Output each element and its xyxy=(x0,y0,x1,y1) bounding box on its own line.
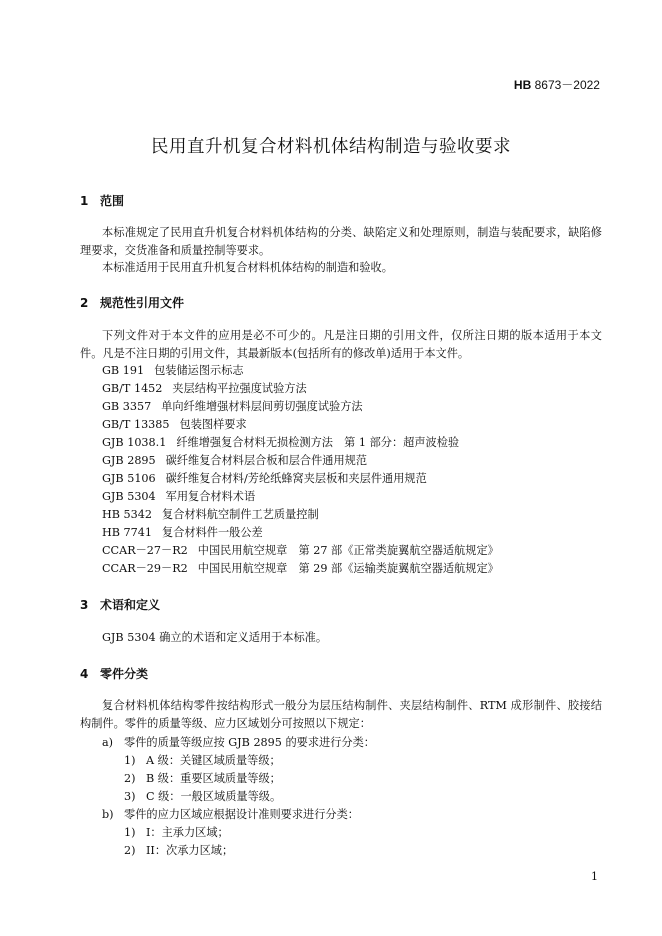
list-subitem: 3) C 级：一般区域质量等级。 xyxy=(124,790,282,803)
document-title: 民用直升机复合材料机体结构制造与验收要求 xyxy=(151,137,511,157)
list-subitem: 2) II：次承力区域； xyxy=(124,844,234,857)
reference-item: CCAR－27－R2 中国民用航空规章 第 27 部《正常类旋翼航空器适航规定》 xyxy=(102,544,499,557)
reference-item: GJB 2895 碳纤维复合材料层合板和层合件通用规范 xyxy=(102,454,368,467)
reference-item: GB/T 13385 包装图样要求 xyxy=(102,418,247,431)
reference-item: HB 5342 复合材料航空制件工艺质量控制 xyxy=(102,508,319,521)
reference-item: GB 3357 单向纤维增强材料层间剪切强度试验方法 xyxy=(102,400,363,413)
section-2-heading: 2 规范性引用文件 xyxy=(80,296,185,310)
reference-item: GJB 5106 碳纤维复合材料/芳纶纸蜂窝夹层板和夹层件通用规范 xyxy=(102,472,427,485)
section-4-heading: 4 零件分类 xyxy=(80,667,149,681)
reference-item: GB 191 包装储运图示标志 xyxy=(102,364,244,377)
list-subitem: 1) A 级：关键区域质量等级； xyxy=(124,754,281,767)
section-1-paragraph-1: 本标准规定了民用直升机复合材料机体结构的分类、缺陷定义和处理原则，制造与装配要求，缺陷修理要求，交货准备和质量控制等要求。 xyxy=(80,226,602,257)
section-1-heading: 1 范围 xyxy=(80,194,125,208)
standard-number: HB 8673－2022 xyxy=(513,78,600,92)
section-3-heading: 3 术语和定义 xyxy=(80,598,161,612)
section-2-paragraph-1: 下列文件对于本文件的应用是必不可少的。凡是注日期的引用文件，仅所注日期的版本适用于本文件。凡是不注日期的引用文件，其最新版本(包括所有的修改单)适用于本文件。 xyxy=(80,329,602,360)
reference-item: GB/T 1452 夹层结构平拉强度试验方法 xyxy=(102,382,307,395)
reference-item: GJB 1038.1 纤维增强复合材料无损检测方法 第 1 部分：超声波检验 xyxy=(102,436,460,449)
list-item-b: b) 零件的应力区域应根据设计准则要求进行分类： xyxy=(102,808,359,821)
list-subitem: 1) I：主承力区域； xyxy=(124,826,229,839)
section-3-paragraph-1: GJB 5304 确立的术语和定义适用于本标准。 xyxy=(102,631,328,644)
list-item-a: a) 零件的质量等级应按 GJB 2895 的要求进行分类： xyxy=(102,736,375,749)
list-subitem: 2) B 级：重要区域质量等级； xyxy=(124,772,281,785)
reference-item: GJB 5304 军用复合材料术语 xyxy=(102,490,256,503)
reference-item: CCAR－29－R2 中国民用航空规章 第 29 部《运输类旋翼航空器适航规定》 xyxy=(102,562,499,575)
section-1-paragraph-2: 本标准适用于民用直升机复合材料机体结构的制造和验收。 xyxy=(102,261,393,274)
reference-item: HB 7741 复合材料件一般公差 xyxy=(102,526,263,539)
page-number: 1 xyxy=(591,870,598,883)
section-4-paragraph-1: 复合材料机体结构零件按结构形式一般分为层压结构制件、夹层结构制件、RTM 成形制件、胶接结构制件。零件的质量等级、应力区域划分可按照以下规定： xyxy=(80,699,602,730)
